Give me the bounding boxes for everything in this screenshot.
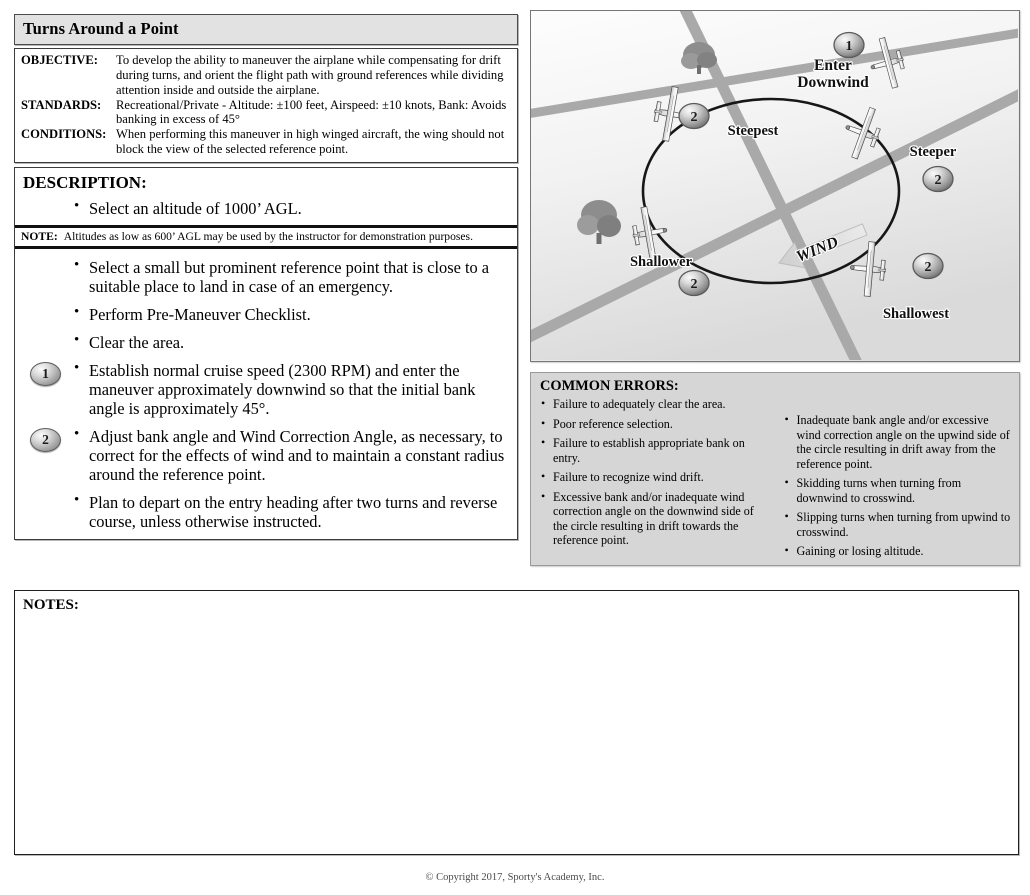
notes-label: NOTES: [23, 597, 79, 613]
diagram-badge-shallower-label: 2 [690, 277, 698, 292]
note-callout [15, 225, 517, 249]
spec-value-objective: To develop the ability to maneuver the airplane while compensating for drift during turns, and orient the flight path with ground references while dividing attention inside and outside the airplane. [116, 53, 504, 97]
spec-value-standards: Recreational/Private - Altitude: ±100 feet, Airspeed: ±10 knots, Bank: Avoids banking in excess of 45° [116, 97, 507, 127]
wind-label: WIND [793, 233, 841, 266]
diagram-badge-steeper [923, 167, 953, 192]
spec-value-conditions: When performing this maneuver in high winged aircraft, the wing should not block the view of the selected reference point. [116, 127, 505, 157]
notes-panel[interactable] [14, 590, 1019, 855]
list-item: • Slipping turns when turning from upwind to crosswind. [784, 510, 1012, 539]
objective-standards-conditions-box [14, 48, 518, 163]
description-bullet-list-top [21, 199, 511, 218]
note-text: Altitudes as low as 600’ AGL may be used by the instructor for demonstration purposes. [63, 230, 473, 244]
list-item [21, 333, 511, 352]
note-label: NOTE: [21, 230, 58, 244]
maneuver-spec-column [14, 14, 518, 540]
diagram-badge-enter [834, 33, 864, 58]
list-item: • Gaining or losing altitude. [784, 544, 1012, 559]
list-item: • Failure to adequately clear the area. [540, 397, 768, 412]
list-item [21, 427, 511, 484]
description-item-text: Clear the area. [89, 333, 185, 353]
spec-row-objective [21, 53, 511, 98]
description-item-text: Establish normal cruise speed (2300 RPM) and enter the maneuver approximately downwind so that the initial bank angle is approximately 45°. [89, 361, 476, 419]
description-item-text: Select an altitude of 1000’ AGL. [89, 199, 302, 219]
list-item [21, 258, 511, 296]
spec-label-objective: OBJECTIVE: [21, 53, 98, 67]
label-shallowest: Shallowest [882, 306, 950, 322]
common-errors-columns [540, 397, 1011, 564]
common-errors-panel [530, 372, 1020, 566]
description-bullet-list-bottom [21, 258, 511, 531]
step-badge-2: • 2 [30, 428, 61, 452]
common-errors-title: COMMON ERRORS: [540, 378, 679, 394]
diagram-badge-steepest [679, 104, 709, 129]
label-enter-downwind-line2: Downwind [797, 74, 869, 91]
diagram-badge-shallower [679, 271, 709, 296]
list-item [21, 493, 511, 531]
list-item: • Skidding turns when turning from downwind to crosswind. [784, 476, 1012, 505]
list-item [21, 305, 511, 324]
label-steeper: Steeper [909, 144, 957, 160]
maneuver-diagram [530, 10, 1020, 362]
list-item: • Inadequate bank angle and/or excessive wind correction angle on the upwind side of the circle resulting in drift away from the reference point. [784, 413, 1012, 471]
list-item: • Excessive bank and/or inadequate wind correction angle on the downwind side of the circle resulting in drift towards the reference point. [540, 490, 768, 548]
label-enter-downwind-line1: Enter [814, 57, 852, 74]
spec-row-conditions [21, 127, 511, 157]
label-shallower: Shallower [629, 254, 693, 270]
description-item-text: Select a small but prominent reference point that is close to a suitable place to land in case of an emergency. [89, 257, 490, 296]
label-steepest: Steepest [727, 123, 779, 139]
diagram-badge-steepest-label: 2 [690, 110, 698, 125]
diagram-badge-shallowest [913, 254, 943, 279]
common-errors-right-column [784, 397, 1012, 564]
spec-label-conditions: CONDITIONS: [21, 127, 107, 142]
description-item-text: Perform Pre-Maneuver Checklist. [89, 305, 311, 325]
list-item: • Failure to recognize wind drift. [540, 470, 768, 485]
list-item: • Failure to establish appropriate bank on entry. [540, 436, 768, 465]
page-title-bar [14, 14, 518, 45]
list-item [21, 361, 511, 418]
description-item-text: Adjust bank angle and Wind Correction Angle, as necessary, to correct for the effects of wind and to maintain a constant radius around the reference point. [89, 427, 505, 485]
copyright-footer: © Copyright 2017, Sporty's Academy, Inc. [425, 872, 605, 883]
diagram-badge-shallowest-label: 2 [924, 260, 932, 275]
list-item [21, 199, 511, 218]
page-title: Turns Around a Point [23, 19, 179, 38]
spec-label-standards: STANDARDS: [21, 97, 102, 112]
list-item: • Poor reference selection. [540, 417, 768, 432]
diagram-badge-steeper-label: 2 [934, 173, 942, 188]
common-errors-left-column [540, 397, 768, 564]
step-badge-1: • 1 [30, 362, 61, 386]
spec-row-standards [21, 98, 511, 128]
description-box [14, 167, 518, 540]
description-item-text: Plan to depart on the entry heading after two turns and reverse course, unless otherwise instructed. [89, 493, 498, 532]
diagram-badge-enter-label: 1 [845, 39, 853, 54]
description-heading: DESCRIPTION: [23, 173, 147, 193]
